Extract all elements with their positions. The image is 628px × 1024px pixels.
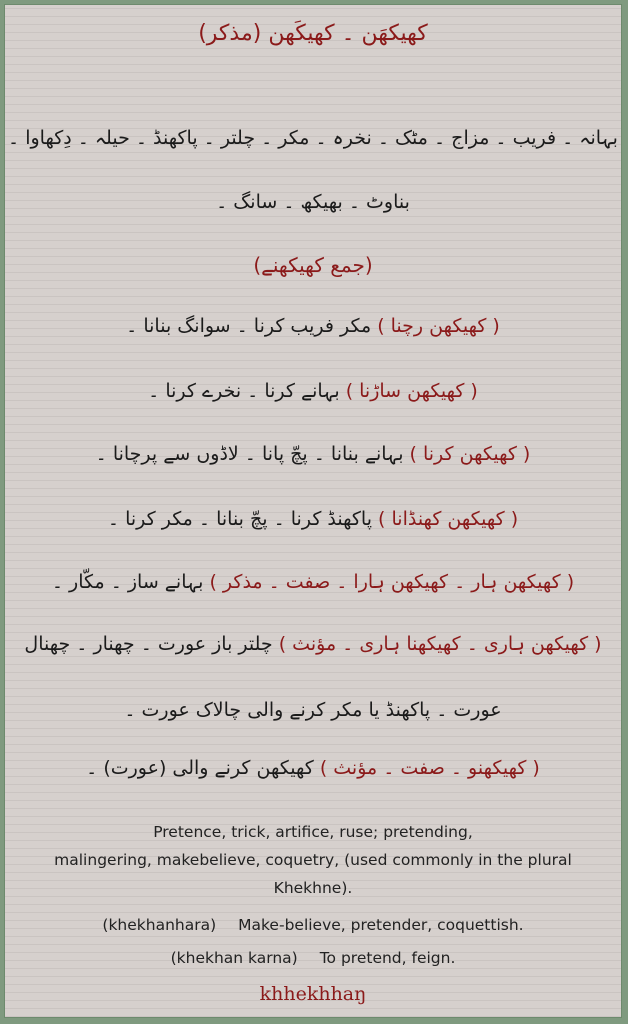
phrase-entry	[5, 315, 621, 337]
phrase-meaning: عورت ۔ پاکھنڈ یا مکر کرنے والی چالاک عورت ۔	[124, 699, 502, 721]
english-term: (khekhanhara)	[102, 916, 217, 934]
phrase-entry	[5, 633, 621, 655]
phrase-meaning: پاکھنڈ کرنا ۔ پچّ بنانا ۔ مکر کرنا ۔	[107, 508, 372, 530]
phrase-term: ( کھیکھن کھنڈانا )	[378, 508, 519, 530]
entry-title	[5, 21, 621, 46]
phrase-entry	[5, 380, 621, 402]
english-line-2: malingering, makebelieve, coquetry, (used commonly in the plural	[54, 851, 572, 869]
phrase-entry	[5, 571, 621, 593]
english-line-5	[5, 949, 621, 967]
phrase-meaning: کھیکھن کرنے والی (عورت) ۔	[86, 757, 314, 779]
title-gender: (مذکر)	[198, 21, 262, 46]
phrase-entry	[5, 508, 621, 530]
phrase-term: ( کھیکھن کرنا )	[409, 443, 531, 465]
phrase-meaning: بہانے ساز ۔ مکّار ۔	[51, 571, 204, 593]
english-term: (khekhan karna)	[170, 949, 298, 967]
english-line-4	[5, 916, 621, 934]
dictionary-card	[4, 4, 622, 1018]
phrase-term: ( کھیکھنو ۔ صفت ۔ مؤنث )	[319, 757, 540, 779]
phrase-term: ( کھیکھن ہاری ۔ کھیکھنا ہاری ۔ مؤنث )	[278, 633, 602, 655]
phrase-meaning: چلتر باز عورت ۔ چھنار ۔ چھنال	[24, 633, 273, 655]
phrase-term: ( کھیکھن رچنا )	[377, 315, 500, 337]
english-meaning: To pretend, feign.	[319, 949, 456, 967]
english-meaning: Make-believe, pretender, coquettish.	[238, 916, 524, 934]
english-line-3: Khekhne).	[273, 879, 353, 897]
meaning-line-2: بناوٹ ۔ بھیکھ ۔ سانگ ۔	[216, 191, 410, 213]
english-line-1: Pretence, trick, artifice, ruse; pretending,	[153, 823, 473, 841]
phrase-meaning: بہانے بنانا ۔ پچّ پانا ۔ لاڈوں سے پرچانا ۔	[95, 443, 404, 465]
phrase-meaning: مکر فریب کرنا ۔ سوانگ بنانا ۔	[126, 315, 372, 337]
plural-heading: (جمع کھیکھنے)	[253, 253, 373, 277]
meaning-line-1: بہانہ ۔ فریب ۔ مزاج ۔ مٹک ۔ نخرہ ۔ مکر ۔ چلتر ۔ پاکھنڈ ۔ حیلہ ۔ دِکھاوا ۔	[8, 127, 618, 149]
phrase-meaning: بہانے کرنا ۔ نخرے کرنا ۔	[148, 380, 340, 402]
phrase-entry	[5, 443, 621, 465]
phrase-term: ( کھیکھن ہار ۔ کھیکھن ہارا ۔ صفت ۔ مذکر )	[209, 571, 575, 593]
phrase-entry	[5, 757, 621, 779]
transliteration: khhekhhaŋ	[259, 983, 367, 1005]
phrase-entry-continued	[5, 699, 621, 721]
title-word: کھیکھَن ۔ کھیکَھن	[268, 21, 428, 46]
phrase-term: ( کھیکھن ساڑنا )	[345, 380, 478, 402]
